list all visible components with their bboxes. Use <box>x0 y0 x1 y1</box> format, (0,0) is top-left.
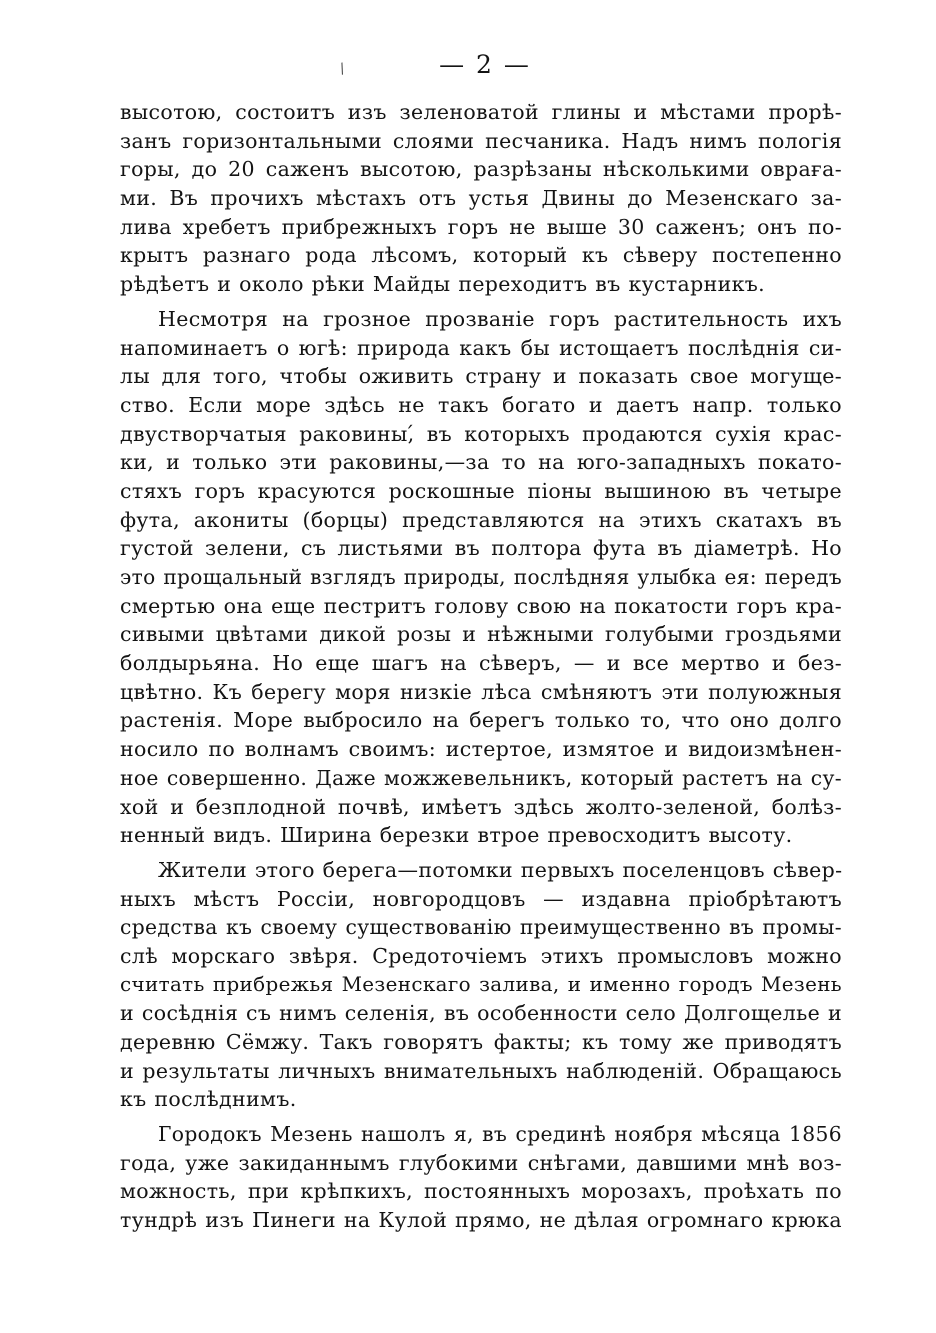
text-line: рѣдѣетъ и около рѣки Майды переходитъ въ кустарникъ. <box>120 272 766 297</box>
body-text <box>120 98 842 1235</box>
text-line: года, уже закиданнымъ глубокими снѣгами, давшими мнѣ воз- <box>120 1150 842 1175</box>
text-line: ненный видъ. Ширина березки втрое превосходитъ высоту. <box>120 823 793 848</box>
text-line: это прощальный взглядъ природы, послѣдняя улыбка ея: передъ <box>120 565 842 589</box>
text-line: занъ горизонтальными слоями песчаника. Надъ нимъ пологія <box>120 128 842 153</box>
text-line: сивыми цвѣтами дикой розы и нѣжными голубыми гроздьями <box>120 622 842 647</box>
text-line: и результаты личныхъ внимательныхъ наблюденій. Обращаюсь <box>120 1058 842 1083</box>
text-line: тундрѣ изъ Пинеги на Кулой прямо, не дѣлая огромнаго крюка <box>120 1208 842 1233</box>
text-line: къ послѣднимъ. <box>120 1087 297 1112</box>
text-line: цвѣтно. Къ берегу моря низкіе лѣса смѣняютъ эти полуюжныя <box>120 679 842 704</box>
text-line: средства къ своему существованію преимущественно въ промы- <box>120 915 842 940</box>
text-line: Жители этого берега—потомки первыхъ поселенцовъ сѣвер- <box>158 857 842 882</box>
paragraph-3 <box>120 856 842 1114</box>
text-line: ное совершенно. Даже можжевельникъ, который растетъ на су- <box>120 765 842 790</box>
text-line: напоминаетъ о югѣ: природа какъ бы истощаетъ послѣднія си- <box>120 335 842 360</box>
text-line: густой зелени, съ листьями въ полтора фута въ діаметрѣ. Но <box>120 536 842 561</box>
text-line: стяхъ горъ красуются роскошные піоны вышиною въ четыре <box>120 478 842 503</box>
text-line: считать прибрежья Мезенскаго залива, и именно городъ Мезень <box>120 972 842 996</box>
text-line: носило по волнамъ своимъ: истертое, измятое и видоизмѣнен- <box>120 737 842 762</box>
text-line: крытъ разнаго рода лѣсомъ, который къ сѣверу постепенно <box>120 243 842 268</box>
text-line: лива хребетъ прибрежныхъ горъ не выше 30 саженъ; онъ по- <box>120 214 842 239</box>
text-line: двустворчатыя раковины,́ въ которыхъ продаются сухія крас- <box>120 421 842 446</box>
text-line: ми. Въ прочихъ мѣстахъ отъ устья Двины до Мезенскаго за- <box>120 186 842 211</box>
text-line: ныхъ мѣстъ Россіи, новгородцовъ — издавна пріобрѣтаютъ <box>120 886 842 911</box>
text-line: и сосѣднія съ нимъ селенія, въ особенности село Долгощелье и <box>120 1001 842 1026</box>
paragraph-2 <box>120 305 842 850</box>
text-line: Городокъ Мезень нашолъ я, въ срединѣ ноября мѣсяца 1856 <box>158 1122 842 1147</box>
text-line: фута, акониты (борцы) представляются на этихъ скатахъ въ <box>120 507 842 532</box>
text-line: горы, до 20 саженъ высотою, разрѣзаны нѣсколькими овраға- <box>120 157 842 182</box>
stray-mark: / <box>337 60 348 78</box>
text-line: растенія. Море выбросило на берегъ только то, что оно долго <box>120 708 842 733</box>
paragraph-1 <box>120 98 842 299</box>
page-number: — 2 — <box>439 50 531 79</box>
text-line: высотою, состоитъ изъ зеленоватой глины и мѣстами прорѣ- <box>120 100 842 124</box>
text-line: ство. Если море здѣсь не такъ богато и даетъ напр. только <box>120 392 842 417</box>
text-line: можность, при крѣпкихъ, постоянныхъ морозахъ, проѣхать по <box>120 1179 842 1204</box>
text-line: Несмотря на грозное прозваніе горъ растительность ихъ <box>158 306 842 331</box>
text-line: болдырьяна. Но еще шагъ на сѣверъ, — и все мертво и без- <box>120 651 842 676</box>
text-line: лы для того, чтобы оживить страну и показать свое могуще- <box>120 364 842 389</box>
paragraph-4 <box>120 1120 842 1235</box>
text-line: хой и безплодной почвѣ, имѣетъ здѣсь жолто-зеленой, болѣз- <box>120 794 842 819</box>
text-line: ки, и только эти раковины,—за то на юго-западныхъ покато- <box>120 450 842 475</box>
text-line: смертью она еще пестритъ голову свою на покатости горъ кра- <box>120 593 842 618</box>
text-line: деревню Сёмжу. Такъ говорятъ факты; къ тому же приводятъ <box>120 1030 842 1054</box>
text-line: слѣ морскаго звѣря. Средоточіемъ этихъ промысловъ можно <box>120 943 842 968</box>
